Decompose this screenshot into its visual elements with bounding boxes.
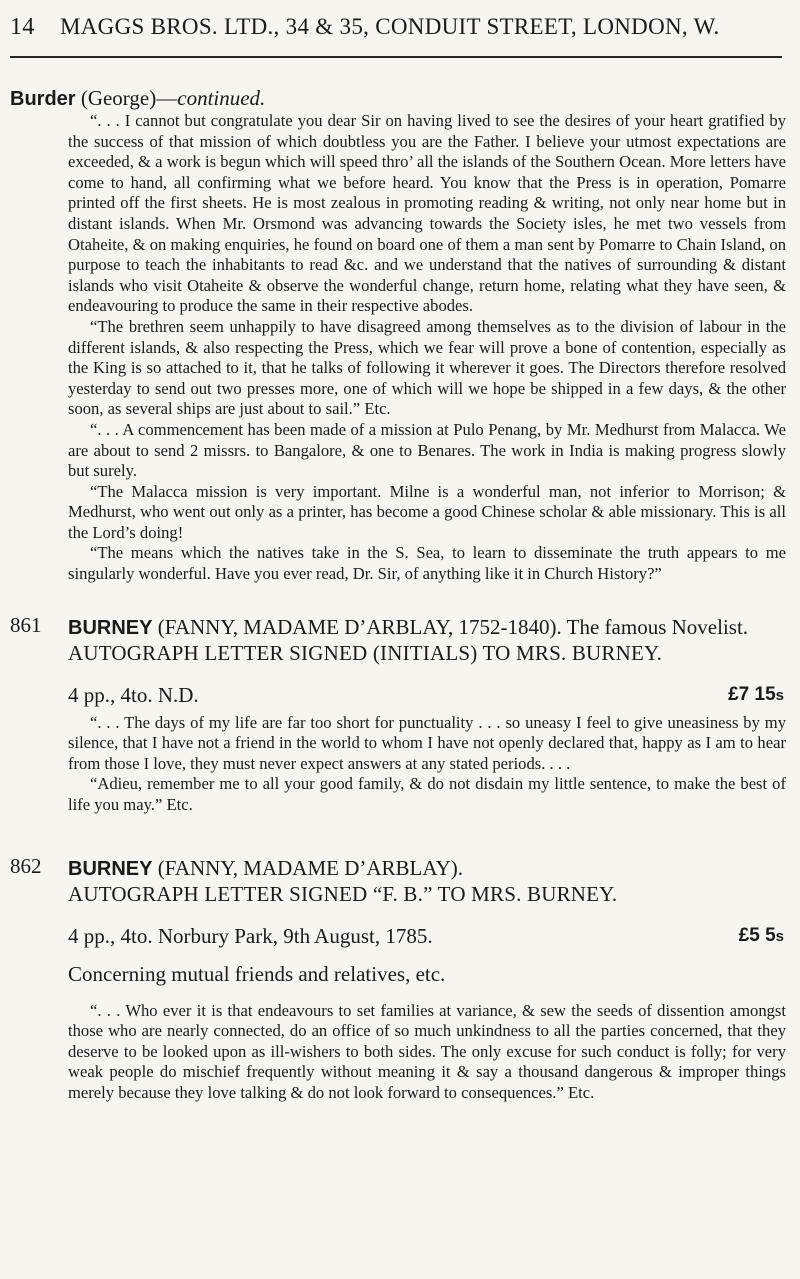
quote-paragraph: “Adieu, remember me to all your good family, & do not disdain my little sentence, to make the best of life you may.” Etc.: [68, 774, 786, 815]
price-suffix: s: [775, 686, 784, 704]
entry-name: Burder: [10, 88, 76, 110]
entry-heading: [68, 856, 786, 881]
catalogue-body: [10, 86, 786, 1104]
entry-862: [10, 853, 786, 1104]
item-price: [739, 923, 786, 950]
price-suffix: s: [775, 927, 784, 945]
quote-paragraph: “. . . The days of my life are far too short for punctuality . . . so uneasy I feel to give uneasiness by my silence, that I have not a friend in the world to whom I have not openly declared that, happy as I am to hear from those I love, they must never expect answers at any stated periods. . . .: [68, 712, 786, 773]
entry-heading-text: (FANNY, MADAME D’ARBLAY).: [157, 855, 464, 880]
entry-heading: [10, 86, 786, 111]
quote-paragraph: “. . . Who ever it is that endeavours to set families at variance, & sew the seeds of dissention amongst those who are nearly connected, do an office of so much unkindness to all the parties concerned, that they deserve to be looked upon as ill-wishers to both sides. The only excuse for such conduct is folly; for very weak people do mischief frequently without meaning it & say a thousand dangerous & improper things merely because they love talking & do not look forward to consequences.” Etc.: [68, 1000, 786, 1102]
page-header: [10, 14, 790, 41]
page-number: 14: [10, 14, 35, 40]
quote-paragraph: “. . . A commencement has been made of a mission at Pulo Penang, by Mr. Medhurst from Malacca. We are about to send 2 missrs. to Bangalore, & one to Benares. The work in India is making progress slowly but surely.: [68, 419, 786, 481]
continued-label: continued.: [177, 86, 266, 110]
lot-number: 862: [10, 853, 42, 878]
format-price-line: [68, 682, 786, 709]
price-value: £5 5: [738, 924, 776, 946]
entry-burder: [10, 86, 786, 585]
header-rule: [10, 56, 782, 58]
entry-text: [10, 111, 786, 585]
item-title: AUTOGRAPH LETTER SIGNED “F. B.” TO MRS. BURNEY.: [68, 881, 618, 906]
item-price: [728, 682, 786, 709]
lot-number: 861: [10, 612, 42, 637]
format-price-line: [68, 923, 786, 950]
quote-paragraph: “The Malacca mission is very important. Milne is a wonderful man, not inferior to Morrison; & Medhurst, who went out only as a printer, has become a good Chinese scholar & able missionary. This is all the Lord’s doing!: [68, 481, 786, 542]
item-subject: Concerning mutual friends and relatives, etc.: [68, 961, 446, 986]
entry-heading: [68, 615, 786, 640]
item-format: 4 pp., 4to. Norbury Park, 9th August, 1785.: [68, 923, 433, 948]
price-value: £7 15: [728, 683, 776, 705]
entry-heading-text: (FANNY, MADAME D’ARBLAY, 1752-1840). The famous Novelist.: [157, 614, 749, 639]
entry-name: BURNEY: [68, 616, 153, 639]
entry-861: [10, 612, 786, 816]
item-title: AUTOGRAPH LETTER SIGNED (INITIALS) TO MRS. BURNEY.: [68, 640, 663, 665]
quote-paragraph: “The brethren seem unhappily to have disagreed among themselves as to the division of labour in the different islands, & also respecting the Press, which we fear will prove a bone of contention, especially as the King is so attached to it, that he talks of following it wherever it goes. The Directors therefore resolved yesterday to send out two presses more, one of which will we hope be shipped in a few days, & the other soon, as several ships are just about to sail.” Etc.: [68, 316, 786, 419]
quote-paragraph: “. . . I cannot but congratulate you dear Sir on having lived to see the desires of your heart gratified by the success of that mission of which doubtless you are the Father. I believe your utmost expectations are exceeded, & a work is begun which will speed thro’ all the islands of the Southern Ocean. More letters have come to hand, all confirming what we before heard. You know that the Press is in operation, Pomarre printed off the first sheets. He is most zealous in promoting reading & writing, not only near home but in distant islands. When Mr. Orsmond was advancing towards the Society isles, he met two vessels from Otaheite, & on making enquiries, he found on board one of them a man sent by Pomarre to Chain Island, on purpose to teach the inhabitants to read &c. and we understand that the natives of surrounding & distant islands who visit Otaheite & observe the wonderful change, return home, relating what they have seen, & endeavouring to produce the same in their respective abodes.: [68, 111, 786, 316]
item-format: 4 pp., 4to. N.D.: [68, 682, 199, 707]
entry-heading-text: (George)—: [80, 86, 178, 110]
entry-name: BURNEY: [68, 857, 153, 880]
publisher-line: MAGGS BROS. LTD., 34 & 35, CONDUIT STREET, LONDON, W.: [60, 14, 720, 39]
quote-paragraph: “The means which the natives take in the S. Sea, to learn to disseminate the truth appears to me singularly wonderful. Have you ever read, Dr. Sir, of anything like it in Church History?”: [68, 543, 786, 584]
